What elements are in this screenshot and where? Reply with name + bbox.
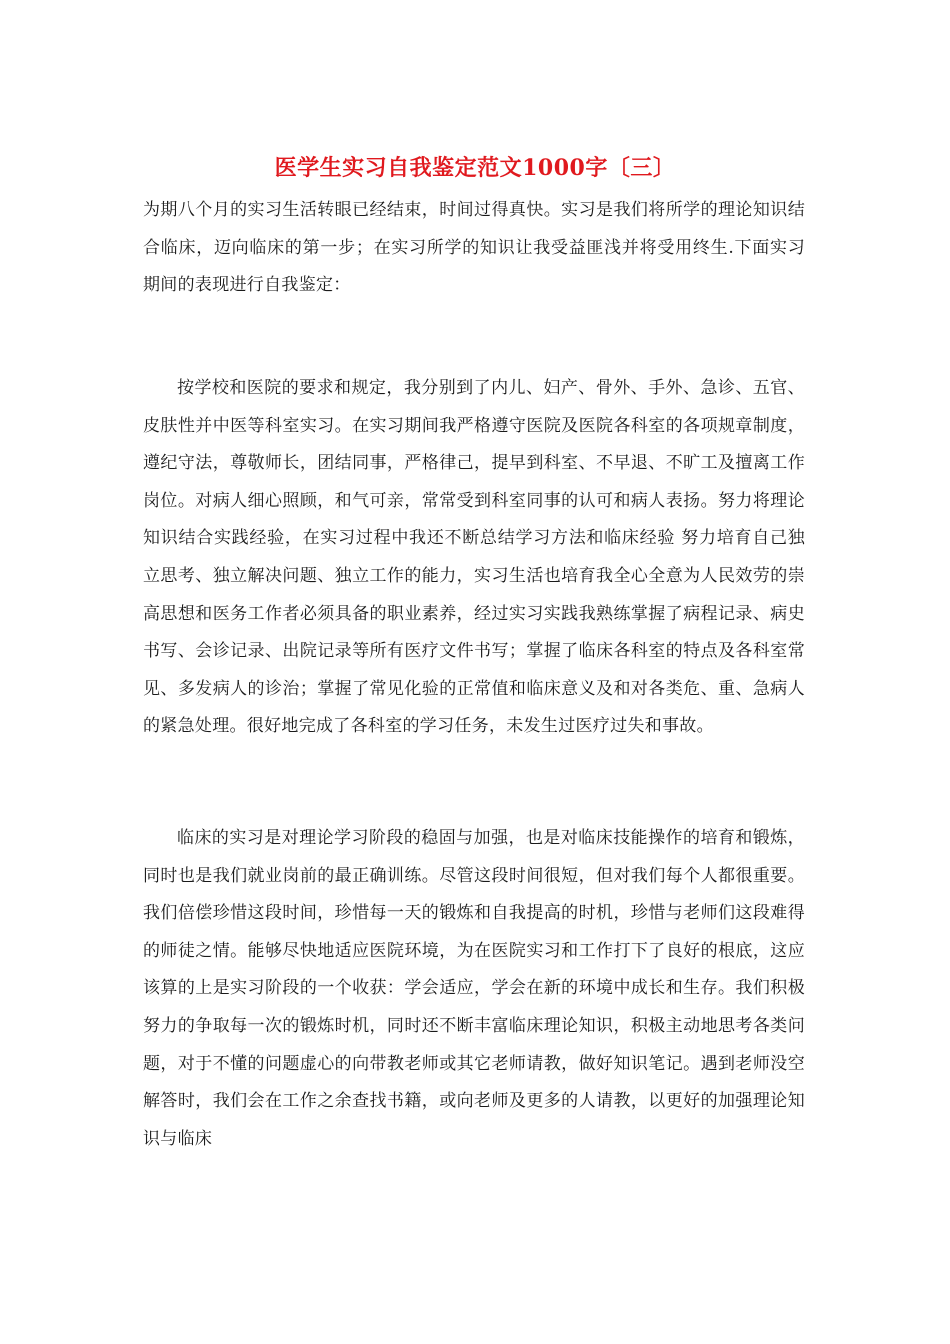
paragraph-clinical-practice: 临床的实习是对理论学习阶段的稳固与加强，也是对临床技能操作的培育和锻炼，同时也是我们就业岗前的最正确训练。尽管这段时间很短，但对我们每个人都很重要。我们倍偿珍惜这段时间，珍惜每一天的锻炼和自我提高的时机，珍惜与老师们这段难得的师徒之情。能够尽快地适应医院环境，为在医院实习和工作打下了良好的根底，这应该算的上是实习阶段的一个收获：学会适应，学会在新的环境中成长和生存。我们积极努力的争取每一次的锻炼时机，同时还不断丰富临床理论知识，积极主动地思考各类问题，对于不懂的问题虚心的向带教老师或其它老师请教，做好知识笔记。遇到老师没空解答时，我们会在工作之余查找书籍，或向老师及更多的人请教，以更好的加强理论知识与临床 bbox=[143, 828, 805, 1149]
paragraph-rotation: 按学校和医院的要求和规定，我分别到了内儿、妇产、骨外、手外、急诊、五官、皮肤性并中医等科室实习。在实习期间我严格遵守医院及医院各科室的各项规章制度，遵纪守法，尊敬师长，团结同事，严格律己，提早到科室、不早退、不旷工及擅离工作岗位。对病人细心照顾，和气可亲，常常受到科室同事的认可和病人表扬。努力将理论知识结合实践经验，在实习过程中我还不断总结学习方法和临床经验 努力培育自己独立思考、独立解决问题、独立工作的能力，实习生活也培育我全心全意为人民效劳的崇高思想和医务工作者必须具备的职业素养，经过实习实践我熟练掌握了病程记录、病史书写、会诊记录、出院记录等所有医疗文件书写；掌握了临床各科室的特点及各科室常见、多发病人的诊治；掌握了常见化验的正常值和临床意义及和对各类危、重、急病人的紧急处理。很好地完成了各科室的学习任务，未发生过医疗过失和事故。 bbox=[143, 378, 805, 737]
document-title: 医学生实习自我鉴定范文1000字〔三〕 bbox=[274, 155, 676, 181]
paragraph-intro: 为期八个月的实习生活转眼已经结束，时间过得真快。实习是我们将所学的理论知识结合临床，迈向临床的第一步；在实习所学的知识让我受益匪浅并将受用终生.下面实习期间的表现进行自我鉴定： bbox=[143, 200, 805, 296]
